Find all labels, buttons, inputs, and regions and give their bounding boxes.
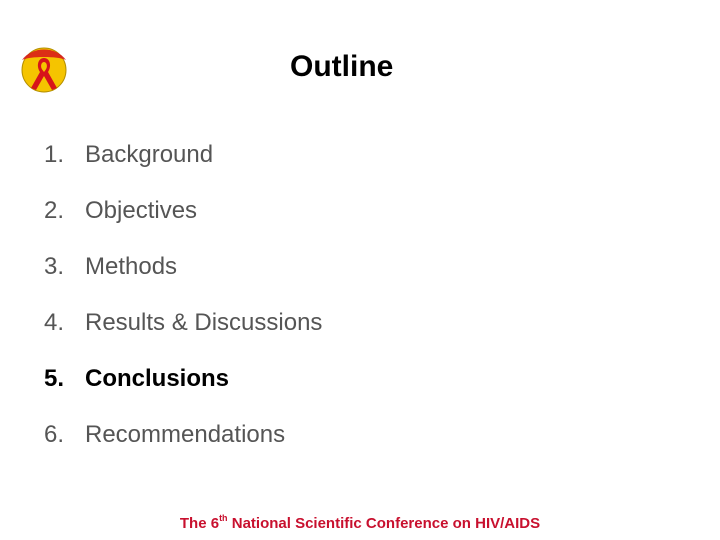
outline-item-label: Methods [85,253,178,280]
outline-item-number: 6. [44,421,65,448]
footer-text-after: National Scientific Conference on HIV/AIDS [227,515,541,532]
outline-item-label: Objectives [85,197,198,224]
outline-item-background [44,140,322,196]
outline-item-number: 5. [44,365,65,392]
footer-superscript: th [219,513,228,523]
outline-item-recommendations [44,420,322,476]
outline-item-conclusions [44,364,322,420]
outline-item-label: Background [85,141,214,168]
red-ribbon-logo-icon [14,38,74,98]
outline-list [44,140,322,476]
outline-item-number: 1. [44,141,65,168]
slide-title: Outline [290,50,394,83]
outline-item-methods [44,252,322,308]
outline-item-objectives [44,196,322,252]
outline-item-label: Recommendations [85,421,286,448]
outline-item-number: 3. [44,253,65,280]
outline-item-label: Results & Discussions [85,309,323,336]
outline-item-number: 2. [44,197,65,224]
outline-item-label: Conclusions [85,365,230,392]
outline-item-number: 4. [44,309,65,336]
conference-footer [0,515,720,532]
outline-item-results [44,308,322,364]
footer-text-before: The 6 [179,515,220,532]
